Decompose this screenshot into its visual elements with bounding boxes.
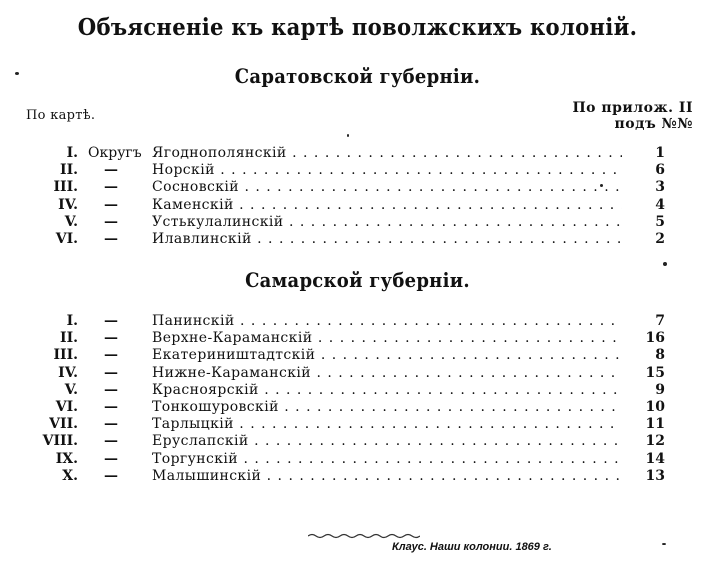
roman-numeral: VI. [55, 398, 78, 415]
scan-speck [600, 184, 603, 187]
district-name: Норскій . . [152, 162, 622, 179]
list-item [0, 231, 715, 248]
appendix-number: 8 [655, 347, 665, 364]
ditto-dash: — [104, 162, 118, 179]
roman-numeral: V. [64, 381, 78, 398]
scan-speck [663, 262, 667, 266]
district-name: Сосновскій . . [152, 179, 622, 196]
roman-numeral: VI. [55, 230, 78, 247]
list-item [0, 214, 715, 231]
okrug-label: Округъ [88, 145, 142, 161]
appendix-number: 3 [655, 179, 665, 196]
appendix-number: 5 [655, 213, 665, 230]
district-name: Тонкошуровскій . . [152, 399, 622, 416]
appendix-number: 14 [645, 450, 665, 467]
roman-numeral: I. [66, 145, 78, 161]
list-item [0, 451, 715, 468]
district-name: Ягоднополянскій . . [152, 145, 622, 162]
roman-numeral: II. [60, 162, 78, 179]
ditto-dash: — [104, 467, 118, 484]
section-heading-saratov: Саратовской губерніи. [234, 64, 481, 88]
appendix-number: 7 [655, 313, 665, 329]
column-header-appendix-line2: подъ №№ [614, 116, 693, 132]
appendix-number: 13 [645, 467, 665, 484]
district-name: Торгунскій . . [152, 451, 622, 468]
ditto-dash: — [104, 330, 118, 347]
ditto-dash: — [104, 313, 118, 329]
roman-numeral: I. [66, 313, 78, 329]
page-title: Объясненіе къ картѣ поволжскихъ колоній. [77, 14, 638, 41]
decorative-rule [308, 532, 420, 540]
column-header-appendix-line1: По прилож. II [572, 100, 693, 116]
ditto-dash: — [104, 196, 118, 213]
roman-numeral: III. [53, 347, 78, 364]
roman-numeral: V. [64, 213, 78, 230]
samara-table [0, 313, 715, 485]
district-name: Красноярскій . . [152, 382, 622, 399]
district-name: Каменскій . . [152, 197, 622, 214]
list-item [0, 145, 715, 162]
scan-speck [15, 72, 19, 75]
list-item [0, 416, 715, 433]
list-item [0, 347, 715, 364]
column-header-map: По картѣ. [26, 108, 96, 123]
appendix-number: 12 [645, 433, 665, 450]
list-item [0, 179, 715, 196]
list-item [0, 162, 715, 179]
appendix-number: 4 [655, 196, 665, 213]
scan-speck [347, 134, 349, 137]
list-item [0, 468, 715, 485]
roman-numeral: IV. [58, 364, 78, 381]
roman-numeral: X. [62, 467, 78, 484]
ditto-dash: — [104, 230, 118, 247]
section-heading-samara: Самарской губерніи. [245, 268, 470, 292]
appendix-number: 6 [655, 162, 665, 179]
ditto-dash: — [104, 450, 118, 467]
list-item [0, 313, 715, 330]
appendix-number: 1 [655, 145, 665, 161]
saratov-table [0, 145, 715, 248]
ditto-dash: — [104, 416, 118, 433]
list-item [0, 197, 715, 214]
roman-numeral: VII. [49, 416, 78, 433]
ditto-dash: — [104, 213, 118, 230]
district-name: Екатериништадтскій . . [152, 347, 622, 364]
list-item [0, 399, 715, 416]
list-item [0, 365, 715, 382]
appendix-number: 16 [645, 330, 665, 347]
column-header-appendix [572, 100, 693, 132]
appendix-number: 10 [645, 398, 665, 415]
district-name: Нижне-Караманскій . . [152, 365, 622, 382]
roman-numeral: IV. [58, 196, 78, 213]
list-item [0, 433, 715, 450]
appendix-number: 11 [645, 416, 665, 433]
district-name: Еруслапскій . . [152, 433, 622, 450]
source-caption: Клаус. Наши колонии. 1869 г. [392, 541, 552, 553]
list-item [0, 330, 715, 347]
ditto-dash: — [104, 347, 118, 364]
scan-speck [662, 543, 666, 545]
district-name: Верхне-Караманскій . . [152, 330, 622, 347]
ditto-dash: — [104, 433, 118, 450]
district-name: Тарлыцкій . . [152, 416, 622, 433]
appendix-number: 15 [645, 364, 665, 381]
list-item [0, 382, 715, 399]
district-name: Малышинскій . . [152, 468, 622, 485]
ditto-dash: — [104, 179, 118, 196]
ditto-dash: — [104, 381, 118, 398]
roman-numeral: VIII. [42, 433, 78, 450]
roman-numeral: II. [60, 330, 78, 347]
district-name: Устькулалинскій . . [152, 214, 622, 231]
ditto-dash: — [104, 364, 118, 381]
appendix-number: 9 [655, 381, 665, 398]
appendix-number: 2 [655, 230, 665, 247]
ditto-dash: — [104, 398, 118, 415]
district-name: Илавлинскій . . [152, 231, 622, 248]
district-name: Панинскій . . [152, 313, 622, 330]
roman-numeral: IX. [55, 450, 78, 467]
roman-numeral: III. [53, 179, 78, 196]
